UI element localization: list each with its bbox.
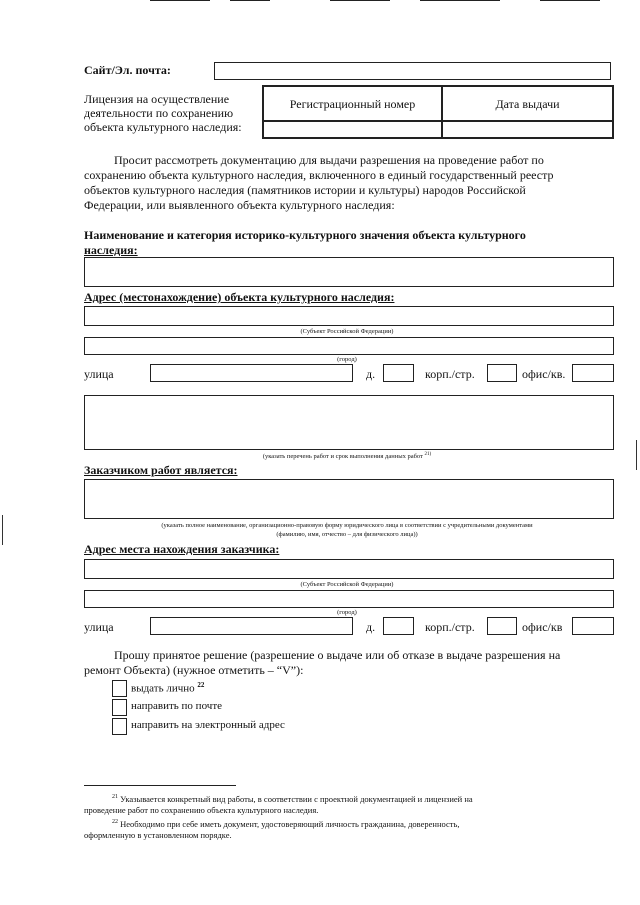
building-label: корп./стр. [425,367,475,381]
customer-street-label: улица [84,620,114,634]
customer-house-label: д. [366,620,376,634]
subject-caption: (Субъект Российской Федерации) [300,328,394,335]
customer-city-caption: (город) [337,609,357,616]
license-table [262,85,614,139]
object-subject-field[interactable] [84,306,614,326]
option-by-email-label: направить на электронный адрес [131,719,285,731]
footnote-21: $^{21}$ Указывается конкретный вид работы, в соответствии с проектной документацией и лицензией на проведение работ по сохранению объекта культурного наследия. [84,793,473,815]
customer-field[interactable] [84,479,614,519]
customer-office-field[interactable] [572,617,614,635]
customer-office-label: офис/кв [522,620,563,634]
scan-line [230,0,270,1]
customer-building-label: корп./стр. [425,620,475,634]
issue-date-field[interactable] [446,123,610,136]
object-name-title: Наименование и категория историко-культурного значения объекта культурного наследия: [84,228,526,257]
footnote-separator [84,785,236,786]
customer-city-field[interactable] [84,590,614,608]
customer-subject-caption: (Субъект Российской Федерации) [300,581,394,588]
city-caption: (город) [337,356,357,363]
object-address-title: Адрес (местонахождение) объекта культурного наследия: [84,290,395,304]
scan-line [330,0,390,1]
customer-subject-field[interactable] [84,559,614,579]
decision-paragraph: Прошу принятое решение (разрешение о выдаче или об отказе в выдаче разрешения на ремонт Объекта) (нужное отметить – “V”): [84,648,561,677]
footnote-22: $^{22}$ Необходимо при себе иметь документ, удостоверяющий личность гражданина, доверенность, оформленную в установленном порядке. [84,818,460,840]
site-email-label: Сайт/Эл. почта: [84,63,171,77]
object-city-field[interactable] [84,337,614,355]
object-house-field[interactable] [383,364,414,382]
customer-address-title: Адрес места нахождения заказчика: [84,542,280,556]
customer-street-field[interactable] [150,617,353,635]
scan-mark [636,440,637,470]
request-paragraph: Просит рассмотреть документацию для выдачи разрешения на проведение работ по сохранению объекта культурного наследия, включенного в единый государственный реестр объектов культурного наследия (памятников истории и культуры) народов Российской Федерации, или выявленного объекта культурного наследия: [84,153,554,212]
scan-line [420,0,500,1]
customer-title: Заказчиком работ является: [84,463,238,477]
object-street-field[interactable] [150,364,353,382]
option-in-person-checkbox[interactable] [112,680,127,697]
house-label: д. [366,367,376,381]
reg-number-header: Регистрационный номер [289,97,416,111]
object-office-field[interactable] [572,364,614,382]
scan-line [150,0,210,1]
license-label: Лицензия на осуществление деятельности по сохранению объекта культурного наследия: [84,92,242,134]
issue-date-header: Дата выдачи [495,97,560,111]
street-label: улица [84,367,114,381]
option-in-person-label: выдать лично $^{22}$ [131,681,205,695]
scan-mark [2,515,3,545]
option-by-mail-checkbox[interactable] [112,699,127,716]
works-list-field[interactable] [84,395,614,450]
works-caption: (указать перечень работ и срок выполнения данных работ $^{21)}$ [262,452,432,461]
site-email-field[interactable] [214,62,611,80]
scan-line [540,0,600,1]
option-by-email-checkbox[interactable] [112,718,127,735]
customer-caption: (указать полное наименование, организационно-правовую форму юридического лица в соответствии с учредительными документами (фамилию, имя, отчество – для физического лица)) [161,522,533,538]
reg-number-field[interactable] [266,123,438,136]
object-building-field[interactable] [487,364,517,382]
customer-house-field[interactable] [383,617,414,635]
option-by-mail-label: направить по почте [131,700,223,712]
customer-building-field[interactable] [487,617,517,635]
office-label: офис/кв. [522,367,566,381]
object-name-field[interactable] [84,257,614,287]
